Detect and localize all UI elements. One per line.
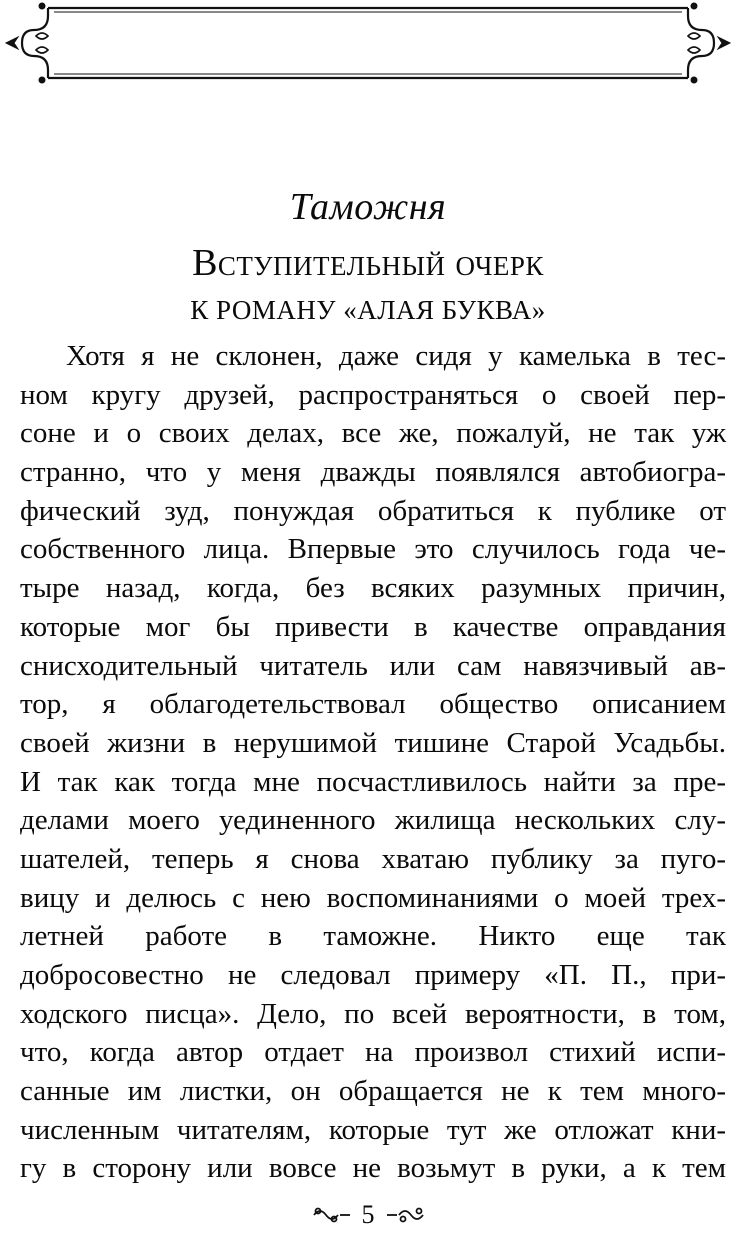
text-line: И так как тогда мне посчастливилось найти за пре- <box>20 765 726 798</box>
text-line: санные им листки, он обращается не к тем много- <box>20 1075 726 1108</box>
text-line: Хотя я не склонен, даже сидя у камелька в тес- <box>66 340 726 372</box>
text-line: добросовестно не следовал примеру «П. П., при- <box>20 959 726 991</box>
italic-title: Таможня <box>289 186 447 228</box>
chapter-heading <box>0 178 736 330</box>
text-line: вицу и делюсь с нею воспоминаниями о моей трех- <box>20 881 726 914</box>
text-line: снисходительный читатель или сам навязчивый ав- <box>20 649 726 682</box>
text-line: тыре назад, когда, без всяких разумных причин, <box>20 572 726 605</box>
text-line: что, когда автор отдает на произвол стихий испи- <box>20 1036 726 1069</box>
text-line: делами моего уединенного жилища нескольких слу- <box>20 804 726 837</box>
text-line: собственного лица. Впервые это случилось года че- <box>20 533 726 566</box>
subtitle: К РОМАНУ «АЛАЯ БУКВА» <box>190 295 546 325</box>
text-line: летней работе в таможне. Никто еще так <box>20 920 726 953</box>
right-ornament-icon <box>385 1203 427 1227</box>
page-number: 5 <box>361 1200 375 1229</box>
text-line: которые мог бы привести в качестве оправдания <box>20 610 726 643</box>
right-fleuron-icon <box>688 3 730 83</box>
main-title: Вступительный очерк <box>192 242 544 284</box>
text-line: ходского писца». Дело, по всей вероятности, в том, <box>20 997 726 1030</box>
left-ornament-icon <box>310 1203 352 1227</box>
text-line: шателей, теперь я снова хватаю публику за пуго- <box>20 842 726 875</box>
text-line: численным читателям, которые тут же отложат кни- <box>20 1113 726 1146</box>
text-line: тор, я облагодетельствовал общество описанием <box>20 688 726 721</box>
header-ornament-frame <box>0 0 736 86</box>
text-line: своей жизни в нерушимой тишине Старой Усадьбы. <box>20 726 726 759</box>
left-fleuron-icon <box>6 3 48 83</box>
text-line: ном кругу друзей, распространяться о своей пер- <box>20 378 726 411</box>
body-paragraph <box>20 337 726 1188</box>
text-line: фический зуд, понуждая обратиться к публике от <box>20 494 726 527</box>
text-line: странно, что у меня дважды появлялся автобиогра- <box>20 456 726 489</box>
text-line: гу в сторону или вовсе не возьмут в руки, а к тем <box>20 1152 726 1185</box>
page-footer <box>0 1198 736 1232</box>
text-line: соне и о своих делах, все же, пожалуй, не так уж <box>20 417 726 450</box>
